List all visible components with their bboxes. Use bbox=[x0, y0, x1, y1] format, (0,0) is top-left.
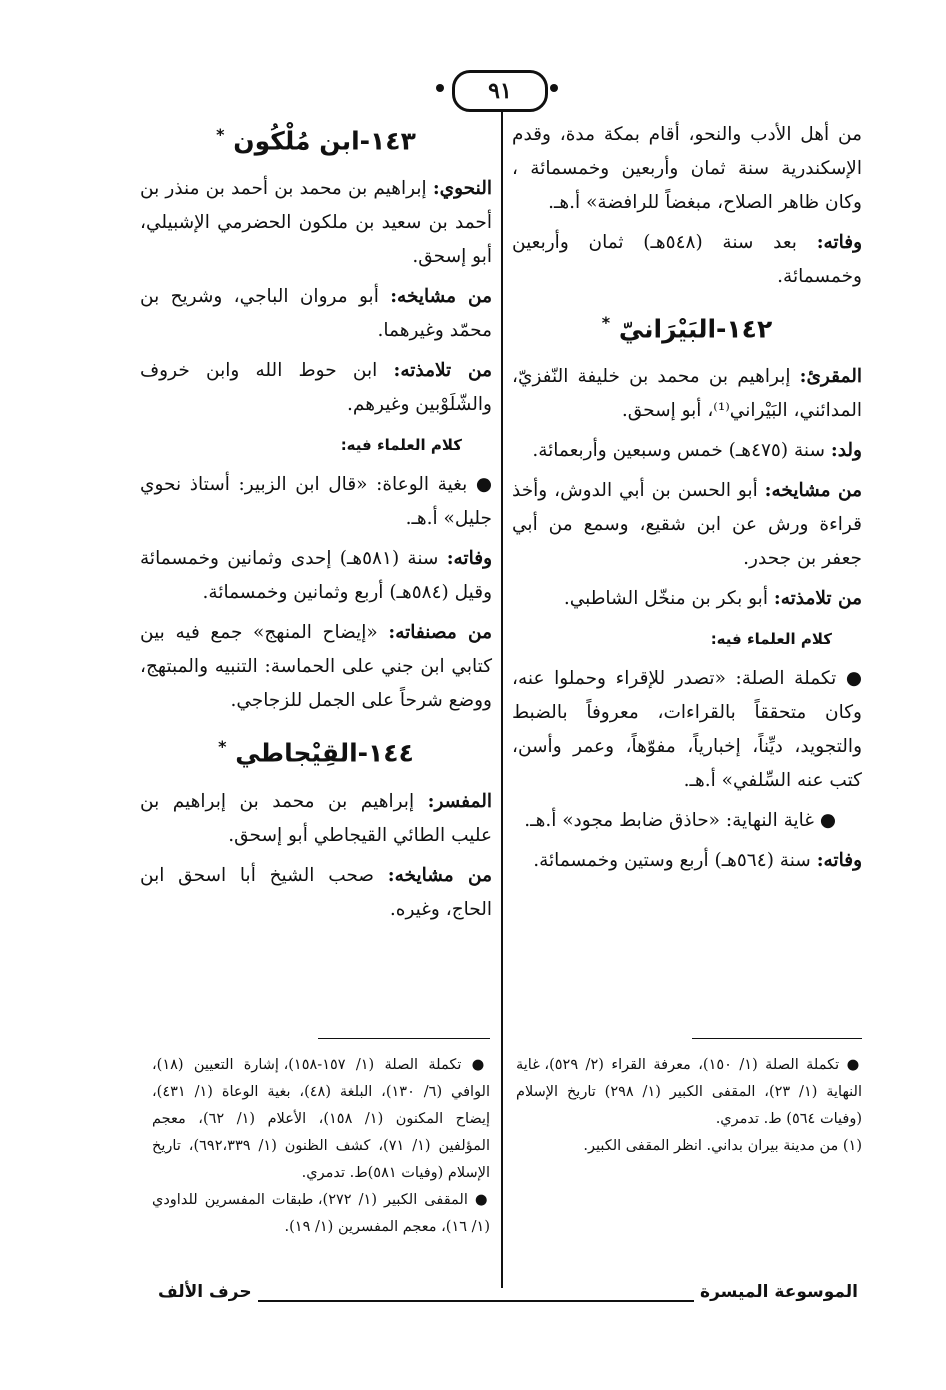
entry-141-continuation: من أهل الأدب والنحو، أقام بمكة مدة، وقدم الإسكندرية سنة ثمان وأربعين وخمسمائة ، وكان ظاهر الصلاح، مبغضاً للرافضة» أ.هـ. bbox=[512, 124, 862, 213]
entry-144-name: المفسر: إبراهيم بن محمد بن إبراهيم بن عليب الطائي القيجاطي أبو إسحق. bbox=[140, 790, 492, 846]
entry-143-death: وفاته: سنة (٥٨١هـ) إحدى وثمانين وخمسمائة وقيل (٥٨٤هـ) أربع وثمانين وخمسمائة. bbox=[140, 548, 492, 604]
entry-143-name: النحوي: إبراهيم بن محمد بن أحمد بن منذر بن أحمد بن سعيد بن ملكون الحضرمي الإشبيلي، أبو إسحق. bbox=[140, 178, 492, 268]
entry-141-death: وفاته: بعد سنة (٥٤٨هـ) ثمان وأربعين وخمسمائة. bbox=[512, 232, 862, 287]
column-divider bbox=[501, 110, 503, 1288]
entry-143-teachers: من مشايخه: أبو مروان الباجي، وشريح بن محمّد وغيرهما. bbox=[140, 286, 492, 342]
page-number: ٩١ bbox=[452, 70, 548, 112]
entry-142-born: ولد: سنة (٤٧٥هـ) خمس وسبعين وأربعمائة. bbox=[532, 440, 862, 462]
entry-142-death: وفاته: سنة (٥٦٤هـ) أربع وستين وخمسمائة. bbox=[533, 850, 862, 872]
footer-section-title: حرف الألف bbox=[152, 1282, 258, 1302]
entry-143-students: من تلامذته: ابن حوط الله وابن خروف والشّلَوْبين وغيرهم. bbox=[140, 360, 492, 416]
entry-143-title: ١٤٣-ابن مُلْكُون * bbox=[216, 125, 416, 156]
page-number-dot-right bbox=[550, 84, 558, 92]
left-column bbox=[140, 118, 492, 933]
entry-144-teachers: من مشايخه: صحب الشيخ أبا اسحق ابن الحاج، وغيره. bbox=[140, 864, 493, 920]
entry-142-scholars-heading: كلام العلماء فيه: bbox=[710, 630, 832, 649]
entry-142-title: ١٤٢-البَيْرَانيّ * bbox=[601, 313, 773, 344]
footnotes-left bbox=[152, 1052, 490, 1241]
entry-142-quote-1: ● تكملة الصلة: «تصدر للإقراء وحملوا عنه، وكان متحققاً بالقراءات، معروفاً بالضبط والتجويد، ديِّناً، إخبارياً، مفوّهاً، وعمر وأسن، كتب عنه السِّلفي» أ.هـ. bbox=[512, 668, 862, 792]
entry-143-scholars-heading: كلام العلماء فيه: bbox=[340, 436, 462, 455]
entry-143-quote-1: ● بغية الوعاة: «قال ابن الزبير: أستاذ نحوي جليل» أ.هـ. bbox=[140, 474, 492, 530]
entry-142-teachers: من مشايخه: أبو الحسن بن أبي الدوش، وأخذ قراءة ورش عن ابن شقيع، وسمع من أبي جعفر بن جحدر. bbox=[512, 480, 862, 570]
page-number-dot-left bbox=[436, 84, 444, 92]
footer-book-title: الموسوعة الميسرة bbox=[694, 1282, 864, 1302]
footnote-left-2: ● المقفى الكبير (١/ ٢٧٢)، طبقات المفسرين للداودي (١/ ١٦)، معجم المفسرين (١/ ١٩). bbox=[152, 1192, 490, 1235]
footnote-right-2: (١) من مدينة بيران بداني. انظر المقفى الكبير. bbox=[583, 1138, 862, 1154]
entry-144-title: ١٤٤-القِيْجاطي * bbox=[218, 737, 414, 768]
entry-142-name: المقرئ: إبراهيم بن محمد بن خليفة النّفزيّ، المدائني، البَيْراني⁽¹⁾، أبو إسحق. bbox=[512, 366, 862, 422]
footnote-left-1: ● تكملة الصلة (١/ ١٥٧-١٥٨)، إشارة التعيين (١٨)، الوافي (٦/ ١٣٠)، البلغة (٤٨)، بغية الوعاة (١/ ٤٣١)، إيضاح المكنون (١/ ١٥٨)، الأعلام (١/ ٦٢)، معجم المؤلفين (١/ ٧١)، كشف الظنون (١/ ٦٩٢،٣٣٩)، تاريخ الإسلام (وفيات ٥٨١)ط. تدمري. bbox=[152, 1057, 491, 1181]
entry-142-quote-2: ● غاية النهاية: «حاذق ضابط مجود» أ.هـ. bbox=[524, 810, 836, 832]
footnote-rule-right bbox=[692, 1038, 862, 1039]
footnote-right-1: ● تكملة الصلة (١/ ١٥٠)، معرفة القراء (٢/ ٥٢٩)، غاية النهاية (١/ ٢٣)، المقفى الكبير (١/ ٢٩٨) تاريخ الإسلام (وفيات ٥٦٤) ط. تدمري. bbox=[516, 1057, 863, 1127]
footnote-rule-left bbox=[318, 1038, 490, 1039]
footnotes-right bbox=[516, 1052, 862, 1160]
right-column bbox=[512, 118, 862, 884]
entry-142-students: من تلامذته: أبو بكر بن منخّل الشاطبي. bbox=[563, 588, 862, 610]
entry-143-works: من مصنفاته: «إيضاح المنهج» جمع فيه بين كتابي ابن جني على الحماسة: التنبيه والمبتهج، ووضع شرحاً على الجمل للزجاجي. bbox=[140, 622, 493, 712]
